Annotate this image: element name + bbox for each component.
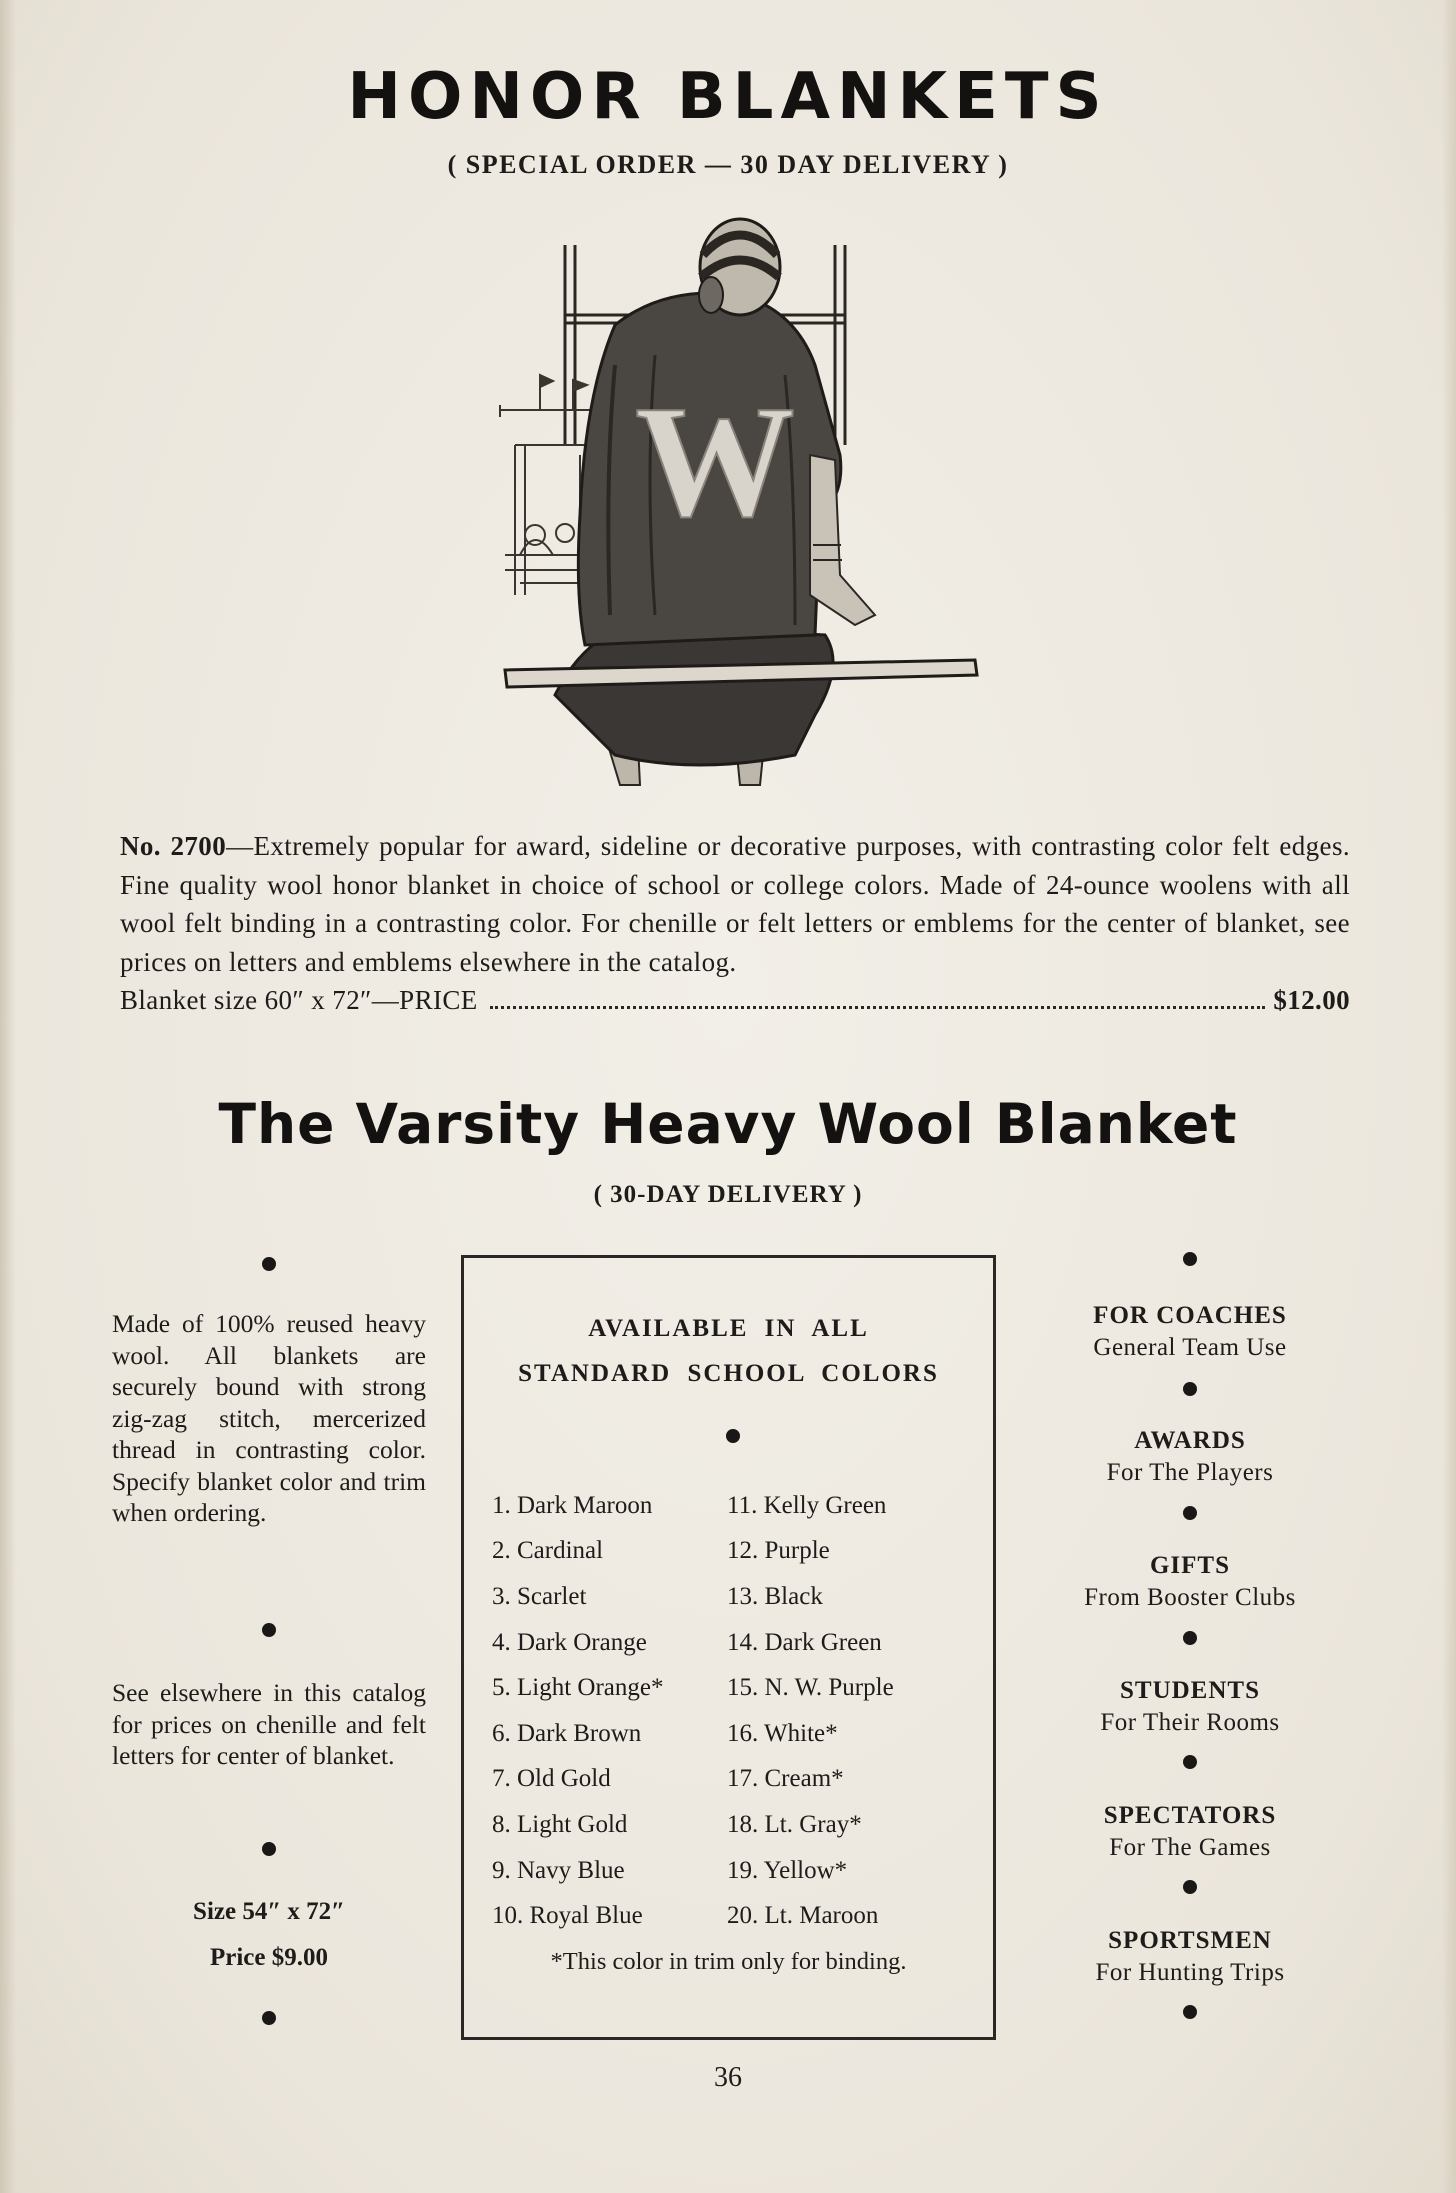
color-name: 8. Light Gold [492,1810,628,1838]
color-name: 3. Scarlet [492,1582,587,1610]
honor-blankets-title: HONOR BLANKETS [347,60,1109,134]
color-name: 13. Black [727,1582,823,1610]
bullet-dot [1183,1631,1197,1645]
description-text: —Extremely popular for award, sideline or decorative purposes, with contrasting color felt edges. Fine quality wool honor blanket in choice of school or college colors. Made of 24-ounce woolens with all wool felt binding in a contrasting color. For chenille or felt letters or emblems for the center of blanket, see prices on letters and emblems elsewhere in the catalog. [120,831,1350,977]
use-heading: STUDENTS [1120,1677,1260,1704]
use-item [1040,1674,1340,1738]
bullet-dot [1183,1755,1197,1769]
varsity-letters-text: See elsewhere in this catalog for prices on chenille and felt letters for center of blanket. [112,1678,426,1770]
blanket-player-illustration [495,215,985,805]
color-name: 15. N. W. Purple [727,1674,894,1702]
color-row [492,1665,982,1711]
color-name: 4. Dark Orange [492,1628,647,1656]
use-item [1040,1549,1340,1613]
color-name: 16. White* [727,1719,838,1747]
use-subtext: For Hunting Trips [1095,1959,1285,1986]
bullet-dot [726,1429,740,1443]
color-row [492,1574,982,1620]
color-row [492,1802,982,1848]
bullet-dot [1183,1252,1197,1266]
color-name: 2. Cardinal [492,1537,604,1565]
honor-blanket-description [120,827,1350,1020]
color-list [492,1483,982,1939]
use-heading: AWARDS [1134,1427,1246,1454]
color-row [492,1529,982,1575]
use-heading: GIFTS [1149,1552,1231,1579]
color-name: 20. Lt. Maroon [727,1902,879,1930]
varsity-size-price [112,1889,426,1981]
use-subtext: For The Games [1109,1834,1271,1861]
use-item [1040,1424,1340,1488]
dot-leader [490,1006,1266,1009]
varsity-material-text: Made of 100% reused heavy wool. All blankets are securely bound with strong zig-zag stitch, mercerized thread in contrasting color. Specify blanket color and trim when ordering. [112,1309,426,1527]
color-name: 14. Dark Green [727,1628,882,1656]
colors-footnote: *This color in trim only for binding. [550,1948,907,1975]
bullet-dot [1183,1506,1197,1520]
honor-size-price-label: Blanket size 60″ x 72″—PRICE [120,985,478,1015]
color-row [492,1711,982,1757]
color-row [492,1483,982,1529]
use-heading: SPORTSMEN [1108,1927,1272,1954]
color-name: 12. Purple [727,1537,830,1565]
use-item [1040,1799,1340,1863]
use-subtext: For Their Rooms [1100,1709,1280,1736]
honor-price-row [120,981,1350,1020]
use-subtext: From Booster Clubs [1084,1584,1296,1611]
color-name: 9. Navy Blue [492,1856,625,1884]
color-row [492,1848,982,1894]
color-name: 10. Royal Blue [492,1902,643,1930]
bullet-dot [1183,2005,1197,2019]
varsity-size: Size 54″ x 72″ [193,1898,345,1925]
page-number: 36 [714,2062,742,2093]
uses-list [1040,1252,1340,2032]
varsity-blanket-subtitle: ( 30-DAY DELIVERY ) [593,1181,863,1208]
color-name: 5. Light Orange* [492,1674,664,1702]
use-item [1040,1924,1340,1988]
use-heading: FOR COACHES [1093,1302,1287,1329]
bullet-dot [262,1257,276,1271]
color-name: 18. Lt. Gray* [727,1810,862,1838]
bullet-dot [262,1842,276,1856]
colors-heading-line2: STANDARD SCHOOL COLORS [518,1360,939,1387]
bullet-dot [1183,1880,1197,1894]
w-letter: W [635,372,795,550]
varsity-price: Price $9.00 [209,1944,328,1971]
honor-price: $12.00 [1273,985,1350,1015]
colors-heading-line1: AVAILABLE IN ALL [588,1315,869,1342]
bullet-dot [262,1623,276,1637]
use-subtext: General Team Use [1093,1334,1287,1361]
use-heading: SPECTATORS [1103,1802,1277,1829]
color-row [492,1620,982,1666]
honor-blankets-subtitle: ( SPECIAL ORDER — 30 DAY DELIVERY ) [447,150,1009,179]
use-item [1040,1299,1340,1363]
color-row [492,1757,982,1803]
use-subtext: For The Players [1106,1459,1274,1486]
bullet-dot [262,2011,276,2025]
color-name: 1. Dark Maroon [492,1491,653,1519]
colors-box-heading [464,1306,993,1396]
colors-box [461,1255,996,2040]
color-name: 6. Dark Brown [492,1719,642,1747]
color-name: 7. Old Gold [492,1765,611,1793]
item-number: No. 2700 [120,831,227,861]
color-name: 17. Cream* [727,1765,844,1793]
color-name: 11. Kelly Green [727,1491,887,1519]
varsity-blanket-title: The Varsity Heavy Wool Blanket [218,1092,1238,1156]
color-name: 19. Yellow* [727,1856,848,1884]
color-row [492,1893,982,1939]
bullet-dot [1183,1382,1197,1396]
